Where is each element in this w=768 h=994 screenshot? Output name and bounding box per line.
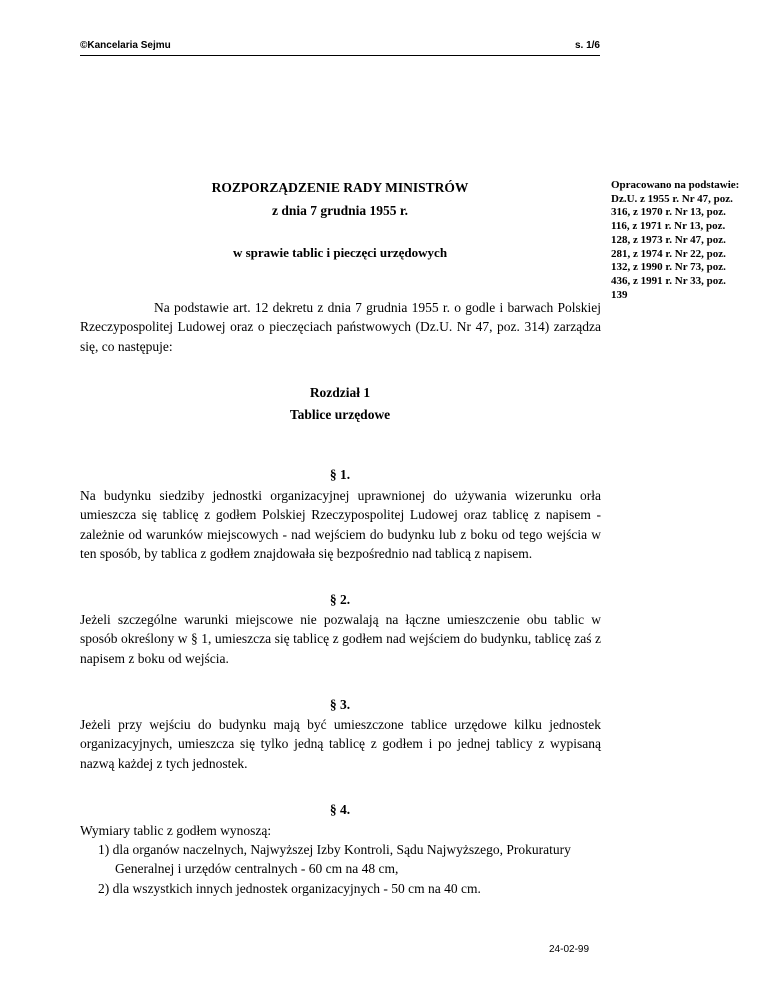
section-1-label: § 1. — [329, 467, 351, 482]
list-item: 1) dla organów naczelnych, Najwyższej Izby Kontroli, Sądu Najwyższego, Prokuratury Generalnej i urzędów centralnych - 60 cm na 48 cm, — [98, 842, 571, 877]
section-4-label: § 4. — [329, 802, 351, 817]
footer-date: 24-02-99 — [549, 944, 590, 955]
section-4-text: Wymiary tablic z godłem wynoszą: — [80, 823, 272, 838]
list-item: 2) dla wszystkich innych jednostek organizacyjnych - 50 cm na 40 cm. — [98, 880, 481, 896]
source-note: Opracowano na podstawie: Dz.U. z 1955 r. Nr 47, poz. 316, z 1970 r. Nr 13, poz. 116, z 1971 r. Nr 13, poz. 128, z 1973 r. Nr 47, poz. 281, z 1974 r. Nr 22, poz. 132, z 1990 r. Nr 73, poz. 436, z 1991 r. Nr 33, poz. 139 — [611, 179, 740, 301]
header-publisher: ©Kancelaria Sejmu — [80, 40, 171, 51]
chapter-number: Rozdział 1 — [309, 385, 371, 400]
document-subject: w sprawie tablic i pieczęci urzędowych — [232, 245, 448, 260]
section-2-text: Jeżeli szczególne warunki miejscowe nie pozwalają na łączne umieszczenie obu tablic w sposób określony w § 1, umieszcza się tablicę z godłem nad wejściem do budynku, tablicę zaś z napisem z boku od wejścia. — [80, 612, 601, 666]
page-header — [80, 39, 600, 56]
section-3-label: § 3. — [329, 697, 351, 712]
section-4-list — [80, 840, 601, 898]
document-title: ROZPORZĄDZENIE RADY MINISTRÓW — [211, 180, 469, 195]
section-2-label: § 2. — [329, 592, 351, 607]
document-date: z dnia 7 grudnia 1955 r. — [271, 203, 409, 218]
header-page-number: s. 1/6 — [574, 40, 600, 51]
section-3-text: Jeżeli przy wejściu do budynku mają być umieszczone tablice urzędowe kilku jednostek organizacyjnych, umieszcza się tylko jedną tablicę z godłem i po jednej tablicy z wypisaną nazwą każdej z tych jednostek. — [80, 717, 601, 771]
preamble: Na podstawie art. 12 dekretu z dnia 7 grudnia 1955 r. o godle i barwach Polskiej Rzeczypospolitej Ludowej oraz o pieczęciach państwowych (Dz.U. Nr 47, poz. 314) zarządza się, co następuje: — [80, 300, 601, 354]
chapter-title: Tablice urzędowe — [289, 407, 391, 422]
section-1-text: Na budynku siedziby jednostki organizacyjnej uprawnionej do używania wizerunku orła umieszcza się tablicę z godłem Polskiej Rzeczypospolitej Ludowej oraz tablicę z napisem - zależnie od warunków miejscowych - nad wejściem do budynku lub z boku od tego wejścia w ten sposób, by tablica z godłem znajdowała się bezpośrednio nad tablicą z napisem. — [80, 488, 601, 561]
